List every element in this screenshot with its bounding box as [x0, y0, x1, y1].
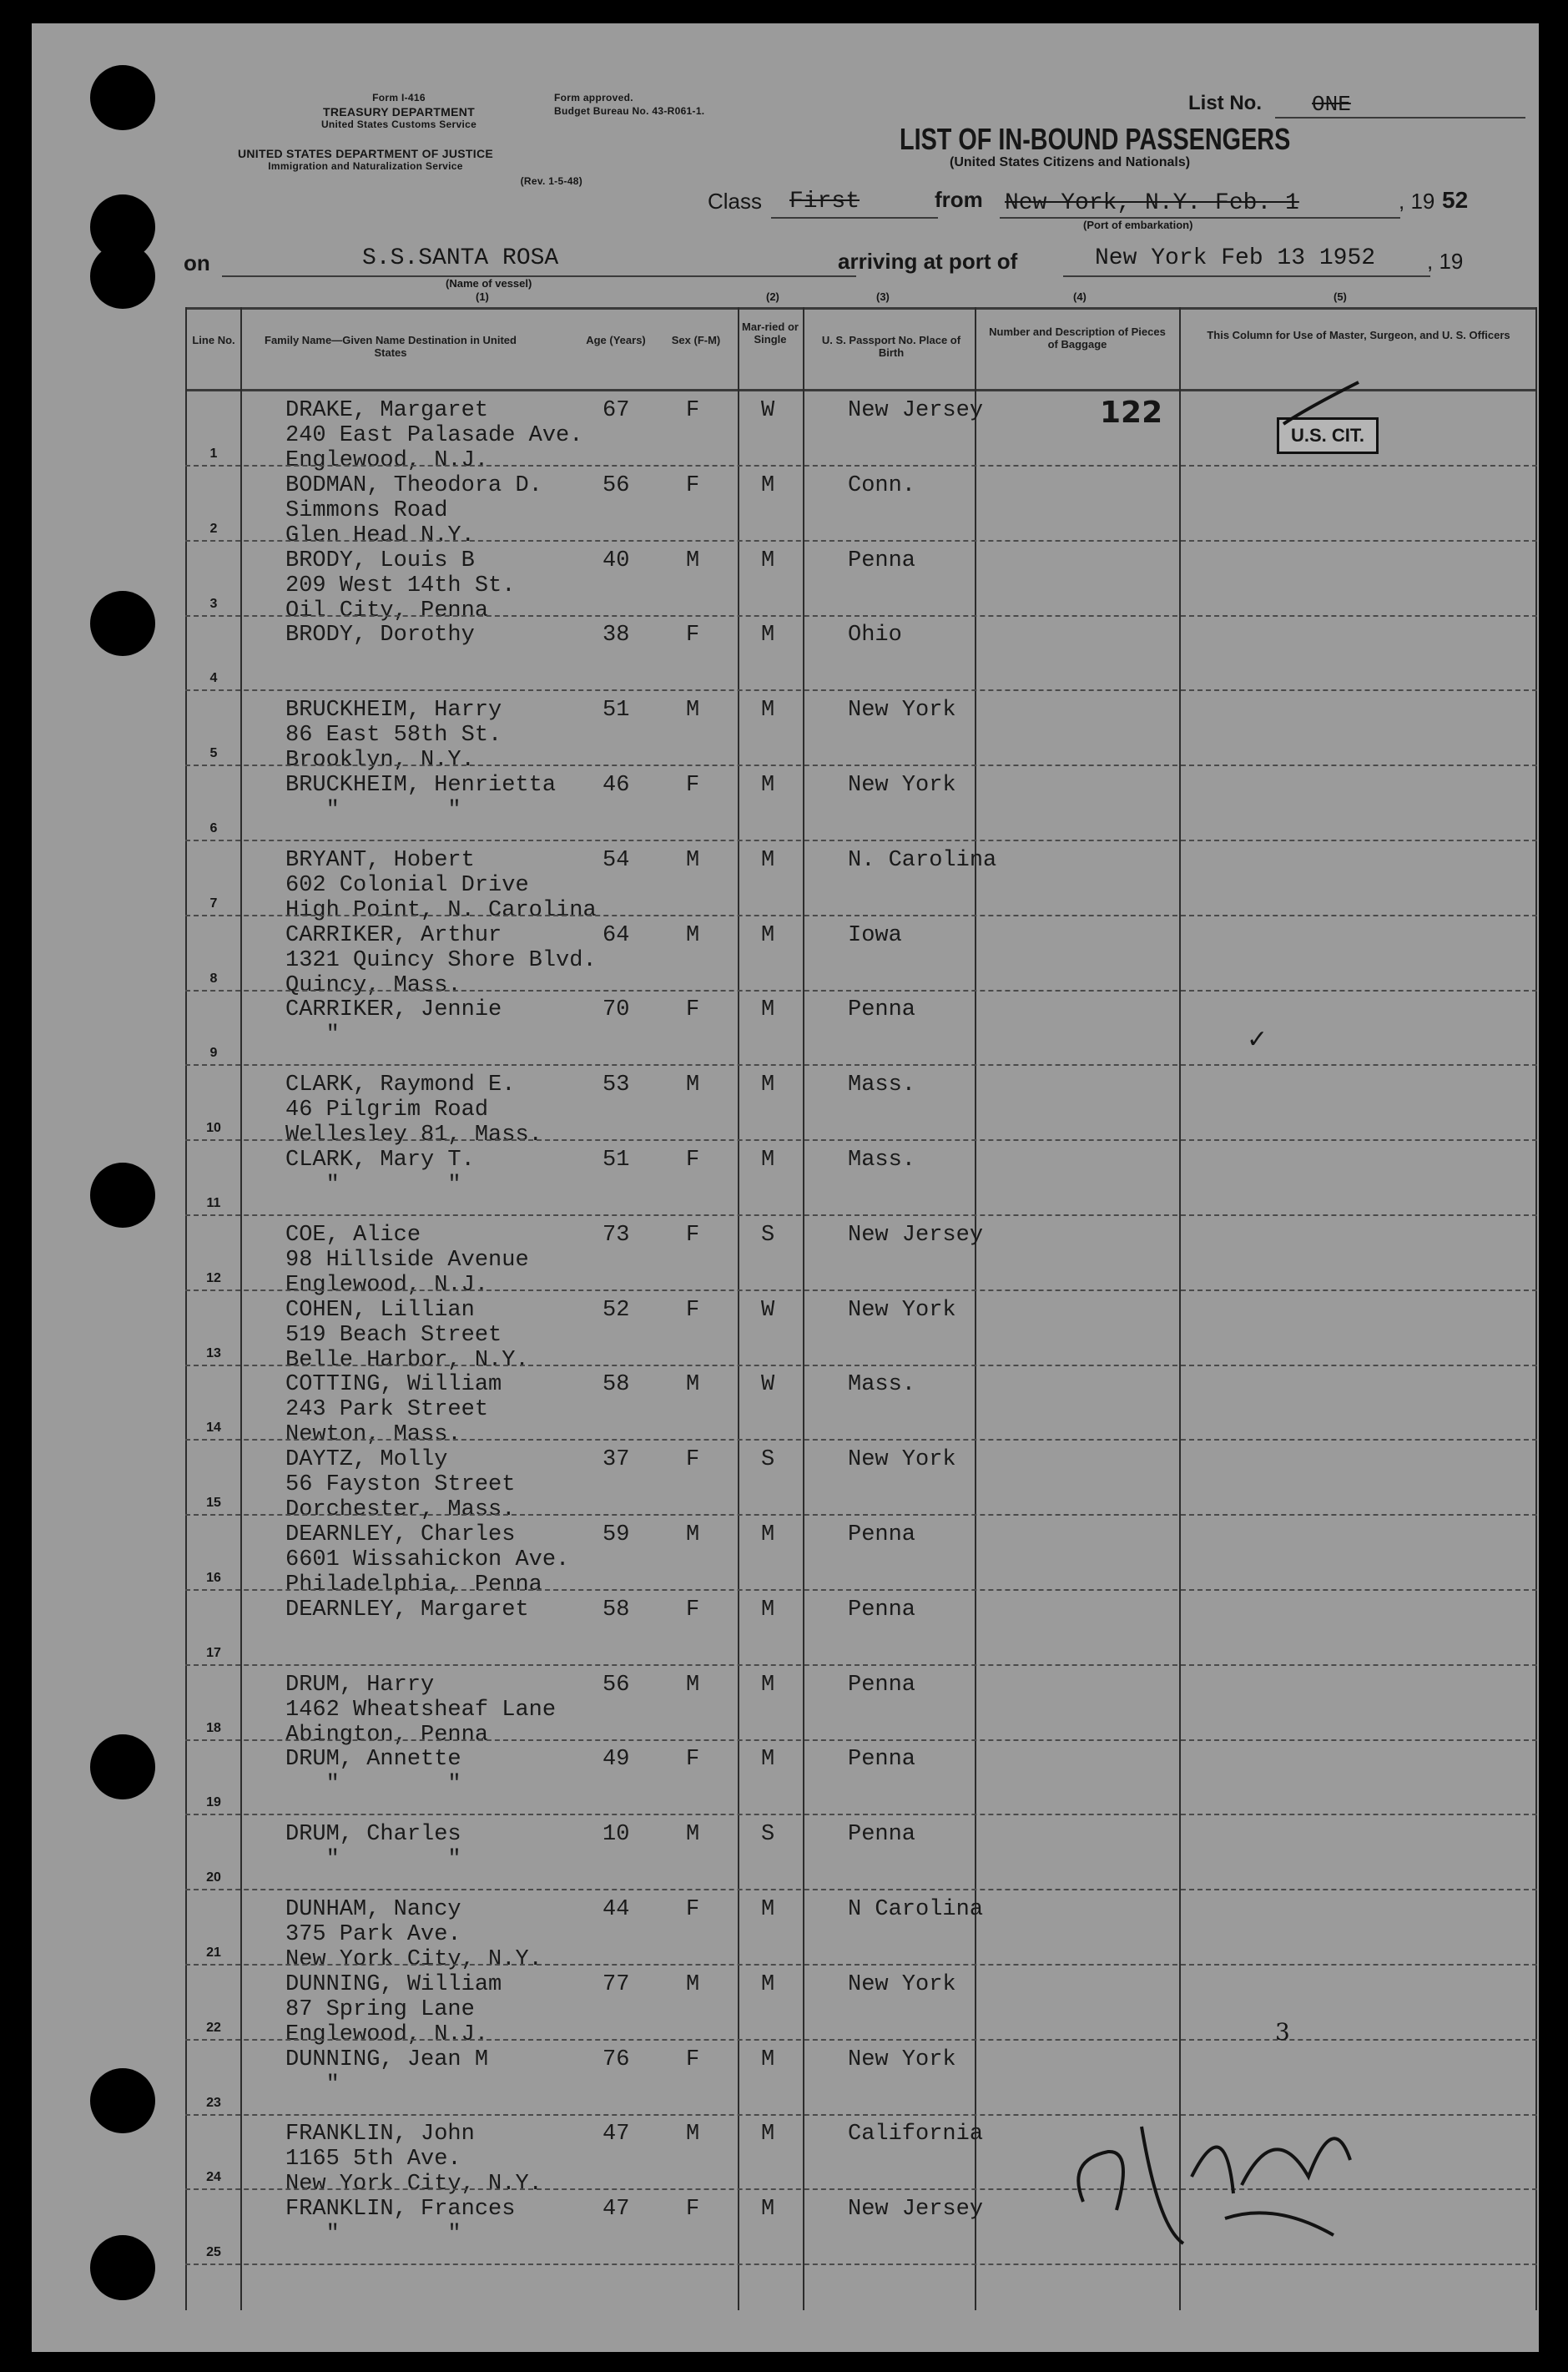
line-number: 13 [206, 1345, 221, 1360]
marital-status: W [761, 1297, 775, 1323]
marital-status: M [761, 1897, 775, 1922]
passenger-name: CLARK, Raymond E. 46 Pilgrim Road Wellesley 81, Mass. [285, 1072, 542, 1148]
place-of-birth: New York [848, 1447, 956, 1473]
arrival-value: New York Feb 13 1952 [1095, 245, 1376, 271]
check-mark: ✓ [1247, 1026, 1268, 1053]
line-number: 3 [209, 596, 218, 611]
line-number: 20 [206, 1870, 221, 1885]
list-no-value: ONE [1312, 92, 1351, 117]
place-of-birth: Iowa [848, 922, 902, 948]
passenger-age: 38 [602, 623, 630, 649]
marital-status: S [761, 1822, 775, 1848]
line-number: 18 [206, 1720, 221, 1735]
manifest-page [32, 23, 1539, 2352]
passenger-name: DEARNLEY, Charles 6601 Wissahickon Ave. Philadelphia, Penna [285, 1522, 570, 1597]
table-row [185, 1740, 1537, 1815]
passenger-name: CLARK, Mary T. " " [285, 1148, 475, 1198]
passenger-sex: F [686, 2197, 700, 2223]
passenger-sex: M [686, 548, 700, 573]
passenger-age: 51 [602, 1148, 630, 1173]
year-prefix: , 19 [1399, 189, 1435, 214]
treasury-dept: TREASURY DEPARTMENT [322, 105, 475, 119]
table-row [185, 766, 1537, 841]
marital-status: M [761, 698, 775, 724]
passenger-age: 58 [602, 1597, 630, 1623]
vessel-note: (Name of vessel) [446, 277, 532, 290]
arrival-underline [1063, 275, 1430, 277]
from-value: New York, N.Y. Feb. 1 [1005, 190, 1299, 216]
passenger-name: DRUM, Harry 1462 Wheatsheaf Lane Abington, Penna [285, 1672, 557, 1748]
baggage-total: 122 [1100, 396, 1163, 430]
col-number: (4) [1073, 290, 1087, 303]
line-number: 17 [206, 1645, 221, 1660]
class-underline [771, 217, 938, 219]
place-of-birth: New Jersey [848, 2197, 984, 2223]
marital-status: M [761, 1148, 775, 1173]
marital-status: M [761, 1522, 775, 1547]
passenger-sex: M [686, 1072, 700, 1098]
marital-status: S [761, 1447, 775, 1473]
line-number: 25 [206, 2245, 221, 2260]
passenger-sex: M [686, 1822, 700, 1848]
passenger-age: 49 [602, 1747, 630, 1773]
place-of-birth: New York [848, 698, 956, 724]
col-number: (5) [1334, 290, 1347, 303]
arrival-year: , 19 [1427, 249, 1464, 274]
line-number: 12 [206, 1270, 221, 1285]
table-top-border [185, 307, 1537, 310]
row-divider [185, 2263, 1537, 2265]
line-number: 1 [209, 447, 218, 461]
passenger-name: DRAKE, Margaret 240 East Palasade Ave. Englewood, N.J. [285, 398, 583, 473]
place-of-birth: California [848, 2122, 984, 2147]
place-of-birth: Penna [848, 1522, 916, 1547]
marital-status: M [761, 922, 775, 948]
customs-service: United States Customs Service [320, 119, 477, 130]
passenger-age: 70 [602, 997, 630, 1023]
passenger-age: 51 [602, 698, 630, 724]
passenger-name: COTTING, William 243 Park Street Newton, Mass. [285, 1372, 502, 1448]
passenger-name: BRUCKHEIM, Harry 86 East 58th St. Brooklyn, N.Y. [285, 698, 502, 774]
place-of-birth: Penna [848, 1822, 916, 1848]
line-number: 16 [206, 1571, 221, 1585]
marital-status: M [761, 2197, 775, 2223]
passenger-name: BRODY, Louis B 209 West 14th St. Oil City, Penna [285, 548, 516, 623]
officer-signature [1058, 2077, 1409, 2260]
passenger-name: FRANKLIN, John 1165 5th Ave. New York City, N.Y. [285, 2122, 542, 2198]
marital-status: M [761, 1971, 775, 1997]
page-title: LIST OF IN-BOUND PASSENGERS [900, 122, 1291, 156]
marital-status: M [761, 623, 775, 649]
binder-hole [90, 244, 155, 309]
passenger-sex: F [686, 398, 700, 423]
line-number: 23 [206, 2095, 221, 2110]
us-citizen-stamp: U.S. CIT. [1277, 417, 1379, 454]
passenger-name: DEARNLEY, Margaret [285, 1597, 529, 1623]
passenger-age: 52 [602, 1297, 630, 1323]
passenger-sex: F [686, 1597, 700, 1623]
place-of-birth: Penna [848, 1672, 916, 1698]
marital-status: M [761, 1672, 775, 1698]
passenger-sex: F [686, 2046, 700, 2072]
header-name: Family Name—Given Name Destination in United States [265, 334, 517, 359]
place-of-birth: New York [848, 1971, 956, 1997]
passenger-age: 76 [602, 2046, 630, 2072]
page-subtitle: (United States Citizens and Nationals) [950, 155, 1191, 169]
passenger-sex: F [686, 472, 700, 498]
year-value: 52 [1442, 187, 1469, 213]
place-of-birth: Mass. [848, 1072, 916, 1098]
ins-title: Immigration and Naturalization Service [268, 160, 463, 172]
marital-status: M [761, 847, 775, 873]
table-row [185, 991, 1537, 1066]
count-mark: 3 [1275, 2018, 1290, 2046]
passenger-sex: M [686, 2122, 700, 2147]
passenger-sex: F [686, 1747, 700, 1773]
passenger-sex: M [686, 922, 700, 948]
table-row [185, 1365, 1537, 1448]
marital-status: M [761, 1747, 775, 1773]
class-label: Class [708, 189, 763, 214]
passenger-age: 56 [602, 1672, 630, 1698]
table-row [185, 1966, 1537, 2047]
marital-status: W [761, 398, 775, 423]
marital-status: M [761, 472, 775, 498]
port-embark-note: (Port of embarkation) [1083, 219, 1193, 231]
passenger-age: 46 [602, 773, 630, 798]
marital-status: M [761, 773, 775, 798]
binder-hole [90, 2068, 155, 2133]
passenger-age: 10 [602, 1822, 630, 1848]
line-number: 5 [209, 746, 218, 761]
col-number: (3) [876, 290, 890, 303]
passenger-name: CARRIKER, Arthur 1321 Quincy Shore Blvd. Quincy, Mass. [285, 922, 597, 998]
line-number: 15 [206, 1496, 221, 1511]
passenger-age: 53 [602, 1072, 630, 1098]
table-row [185, 467, 1537, 548]
line-number: 7 [209, 896, 218, 911]
passenger-age: 47 [602, 2197, 630, 2223]
line-number: 19 [206, 1795, 221, 1810]
vessel-underline [222, 275, 856, 277]
header-sex: Sex (F-M) [671, 334, 721, 346]
passenger-sex: F [686, 1297, 700, 1323]
header-passport: U. S. Passport No. Place of Birth [821, 334, 961, 359]
passenger-age: 59 [602, 1522, 630, 1547]
passenger-sex: F [686, 1447, 700, 1473]
line-number: 4 [209, 671, 218, 686]
marital-status: M [761, 1597, 775, 1623]
passenger-name: BRODY, Dorothy [285, 623, 475, 649]
marital-status: M [761, 2046, 775, 2072]
place-of-birth: N. Carolina [848, 847, 997, 873]
passenger-sex: F [686, 1897, 700, 1922]
passenger-sex: M [686, 847, 700, 873]
marital-status: M [761, 548, 775, 573]
line-number: 6 [209, 821, 218, 835]
form-approval: Form approved. [554, 92, 633, 103]
passenger-sex: F [686, 1222, 700, 1248]
header-baggage: Number and Description of Pieces of Baggage [989, 326, 1166, 351]
passenger-age: 77 [602, 1971, 630, 1997]
passenger-name: BRUCKHEIM, Henrietta " " [285, 773, 557, 823]
header-officers: This Column for Use of Master, Surgeon, and U. S. Officers [1207, 329, 1510, 341]
table-row [185, 1815, 1537, 1890]
line-number: 10 [206, 1121, 221, 1136]
line-number: 22 [206, 2020, 221, 2035]
place-of-birth: New York [848, 2046, 956, 2072]
line-number: 24 [206, 2170, 221, 2185]
passenger-age: 40 [602, 548, 630, 573]
place-of-birth: Mass. [848, 1148, 916, 1173]
passenger-name: DRUM, Annette " " [285, 1747, 461, 1798]
place-of-birth: Penna [848, 1597, 916, 1623]
place-of-birth: Ohio [848, 623, 902, 649]
line-number: 11 [206, 1196, 221, 1210]
table-row [185, 1216, 1537, 1298]
passenger-sex: F [686, 1148, 700, 1173]
table-row [185, 616, 1537, 691]
arriving-label: arriving at port of [838, 249, 1018, 274]
passenger-sex: M [686, 1971, 700, 1997]
place-of-birth: Mass. [848, 1372, 916, 1398]
binder-hole [90, 2235, 155, 2300]
list-no-underline [1275, 117, 1525, 119]
col-number: (1) [476, 290, 489, 303]
passenger-name: CARRIKER, Jennie " [285, 997, 502, 1048]
passenger-age: 58 [602, 1372, 630, 1398]
marital-status: M [761, 997, 775, 1023]
place-of-birth: New York [848, 773, 956, 798]
passenger-name: COHEN, Lillian 519 Beach Street Belle Harbor, N.Y. [285, 1297, 529, 1373]
marital-status: S [761, 1222, 775, 1248]
passenger-name: DRUM, Charles " " [285, 1822, 461, 1873]
binder-hole [90, 65, 155, 130]
passenger-name: BODMAN, Theodora D. Simmons Road Glen Head N.Y. [285, 472, 542, 548]
marital-status: W [761, 1372, 775, 1398]
on-label: on [184, 250, 210, 275]
place-of-birth: N Carolina [848, 1897, 984, 1922]
table-row [185, 1516, 1537, 1597]
passenger-sex: M [686, 1372, 700, 1398]
passenger-sex: F [686, 623, 700, 649]
doj-title: UNITED STATES DEPARTMENT OF JUSTICE [237, 147, 494, 160]
budget-bureau: Budget Bureau No. 43-R061-1. [554, 105, 705, 117]
passenger-name: BRYANT, Hobert 602 Colonial Drive High Point, N. Carolina [285, 847, 597, 923]
line-number: 8 [209, 971, 218, 986]
passenger-name: DUNNING, William 87 Spring Lane Englewood, N.J. [285, 1971, 502, 2047]
table-row [185, 841, 1537, 923]
from-underline [1000, 217, 1400, 219]
place-of-birth: Penna [848, 548, 916, 573]
table-row [185, 1666, 1537, 1748]
list-no-label: List No. [1188, 92, 1262, 114]
table-row [185, 1141, 1537, 1216]
table-row [185, 1890, 1537, 1972]
table-row [185, 1591, 1537, 1666]
form-revision: (Rev. 1-5-48) [520, 175, 582, 187]
form-number: Form I-416 [372, 92, 426, 103]
passenger-name: FRANKLIN, Frances " " [285, 2197, 516, 2248]
binder-hole [90, 591, 155, 656]
place-of-birth: New Jersey [848, 398, 984, 423]
passenger-name: DAYTZ, Molly 56 Fayston Street Dorchester, Mass. [285, 1447, 516, 1523]
col-number: (2) [766, 290, 779, 303]
passenger-name: DUNHAM, Nancy 375 Park Ave. New York City, N.Y. [285, 1897, 542, 1972]
passenger-sex: M [686, 698, 700, 724]
class-value: First [789, 189, 860, 214]
header-age: Age (Years) [586, 334, 646, 346]
passenger-sex: M [686, 1522, 700, 1547]
table-row [185, 1441, 1537, 1523]
line-number: 21 [206, 1946, 221, 1960]
header-line-no: Line No. [192, 334, 235, 346]
passenger-name: COE, Alice 98 Hillside Avenue Englewood, N.J. [285, 1222, 529, 1298]
line-number: 9 [209, 1046, 218, 1061]
passenger-age: 44 [602, 1897, 630, 1922]
line-number: 2 [209, 521, 218, 536]
header-married: Mar-ried or Single [742, 320, 799, 346]
marital-status: M [761, 1072, 775, 1098]
line-number: 14 [206, 1421, 221, 1436]
passenger-age: 47 [602, 2122, 630, 2147]
marital-status: M [761, 2122, 775, 2147]
place-of-birth: New York [848, 1297, 956, 1323]
passenger-age: 54 [602, 847, 630, 873]
place-of-birth: Conn. [848, 472, 916, 498]
passenger-age: 73 [602, 1222, 630, 1248]
from-label: from [935, 187, 983, 212]
table-row [185, 542, 1537, 623]
stamp-pen-stroke [1275, 374, 1375, 441]
passenger-sex: F [686, 773, 700, 798]
table-row [185, 691, 1537, 774]
passenger-age: 56 [602, 472, 630, 498]
binder-hole [90, 1163, 155, 1228]
passenger-name: DUNNING, Jean M " [285, 2046, 489, 2097]
passenger-age: 64 [602, 922, 630, 948]
passenger-sex: F [686, 997, 700, 1023]
place-of-birth: Penna [848, 997, 916, 1023]
table-row [185, 1291, 1537, 1373]
vessel-name: S.S.SANTA ROSA [362, 245, 559, 271]
place-of-birth: Penna [848, 1747, 916, 1773]
passenger-age: 67 [602, 398, 630, 423]
passenger-sex: M [686, 1672, 700, 1698]
table-row [185, 1066, 1537, 1148]
place-of-birth: New Jersey [848, 1222, 984, 1248]
table-row [185, 916, 1537, 998]
passenger-age: 37 [602, 1447, 630, 1473]
binder-hole [90, 1734, 155, 1799]
